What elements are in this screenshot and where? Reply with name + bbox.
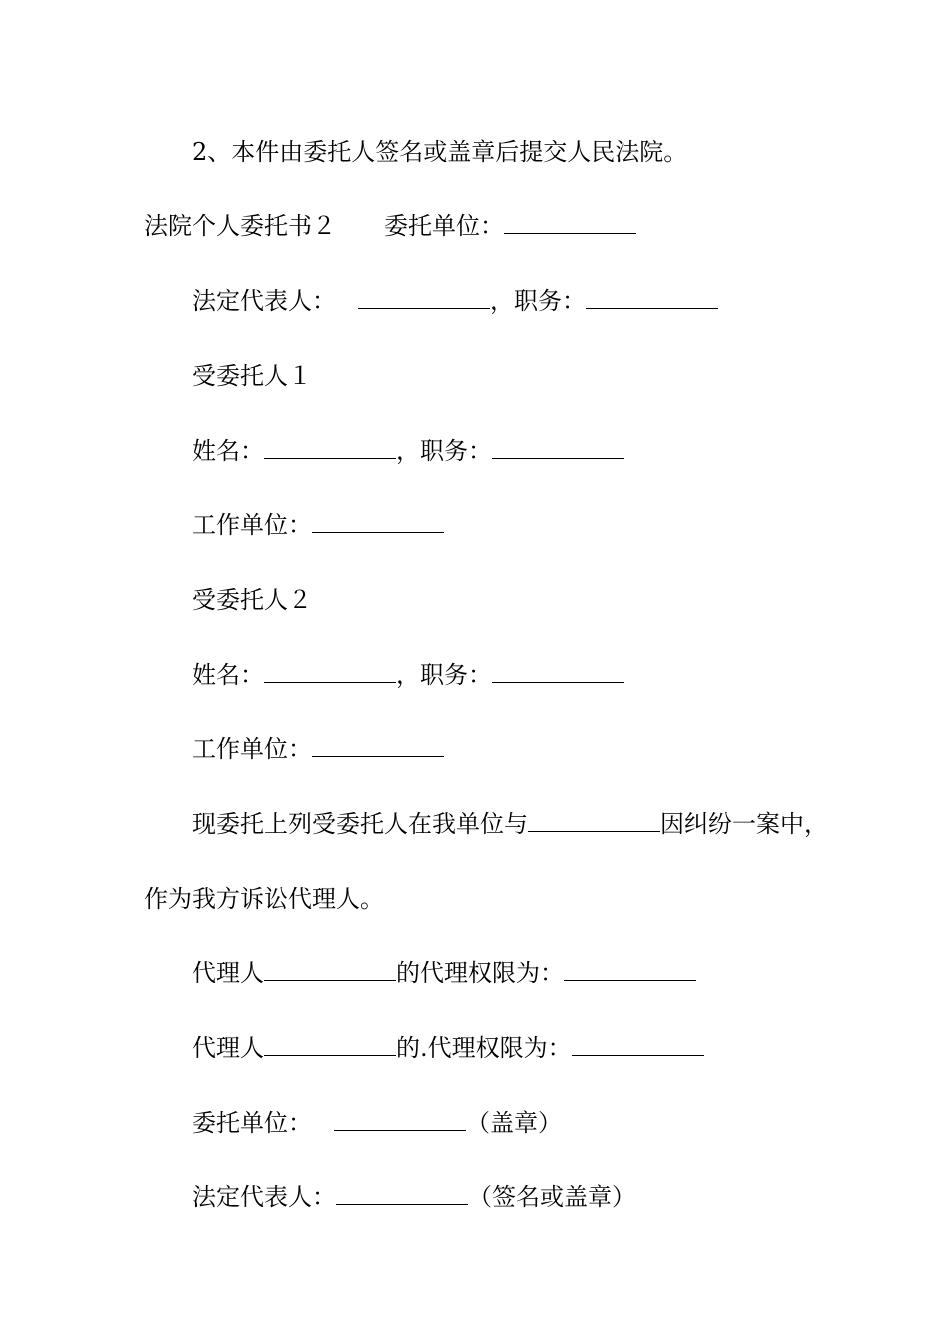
legal-rep-label: 法定代表人： [192,287,336,315]
entrust-statement-end: 因纠纷一案中， [660,810,828,838]
entrust-statement-cont: 作为我方诉讼代理人。 [144,885,384,913]
agent1-position-label: ，职务： [396,437,492,465]
entrusting-unit-blank [504,211,636,234]
agent1-name-blank [264,436,396,459]
agent1-name-label: 姓名： [192,437,264,465]
agent2-name-blank [264,660,396,683]
counterparty-blank [528,809,660,832]
agent2-name-label: 姓名： [192,661,264,689]
agent1-authority-name-blank [264,958,396,981]
agent2-position-label: ，职务： [396,661,492,689]
entrust-statement-line [192,808,828,840]
agent1-workplace-label: 工作单位： [192,511,312,539]
agent2-heading-line [192,584,312,616]
legal-rep-blank [358,286,490,309]
agent1-authority-label: 代理人 [192,959,264,987]
entrusting-unit-label: 委托单位： [384,212,504,240]
agent1-name-line [192,435,624,467]
signature-blank [336,1182,468,1205]
agent1-position-blank [492,436,624,459]
agent2-workplace-line [192,733,444,765]
agent2-position-blank [492,660,624,683]
agent1-workplace-blank [312,510,444,533]
agent2-workplace-label: 工作单位： [192,735,312,763]
agent2-authority-label: 代理人 [192,1034,264,1062]
agent2-name-line [192,659,624,691]
note-text: 2、本件由委托人签名或盖章后提交人民法院。 [192,138,688,166]
agent2-authority-line [192,1032,704,1064]
seal-line [192,1107,562,1139]
seal-unit-blank [334,1108,466,1131]
agent2-heading: 受委托人２ [192,586,312,614]
agent1-authority-line [192,957,696,989]
agent2-authority-blank [572,1033,704,1056]
signature-note: （签名或盖章） [468,1183,636,1211]
seal-note: （盖章） [466,1109,562,1137]
note-line [192,136,687,168]
seal-unit-label: 委托单位： [192,1109,312,1137]
entrust-statement-cont-line [144,883,384,915]
doc-title: 法院个人委托书２ [144,212,336,240]
agent1-workplace-line [192,509,444,541]
title-line [144,210,636,242]
entrust-statement-start: 现委托上列受委托人在我单位与 [192,810,528,838]
agent1-authority-blank [564,958,696,981]
legal-rep-line [192,285,718,317]
agent2-authority-name-blank [264,1033,396,1056]
legal-rep-position-label: ，职务： [490,287,586,315]
agent1-heading: 受委托人１ [192,362,312,390]
agent2-workplace-blank [312,734,444,757]
agent1-heading-line [192,360,312,392]
legal-rep-position-blank [586,286,718,309]
signature-label: 法定代表人： [192,1183,336,1211]
agent2-authority-text: 的.代理权限为： [396,1034,572,1062]
signature-line [192,1181,636,1213]
agent1-authority-text: 的代理权限为： [396,959,564,987]
